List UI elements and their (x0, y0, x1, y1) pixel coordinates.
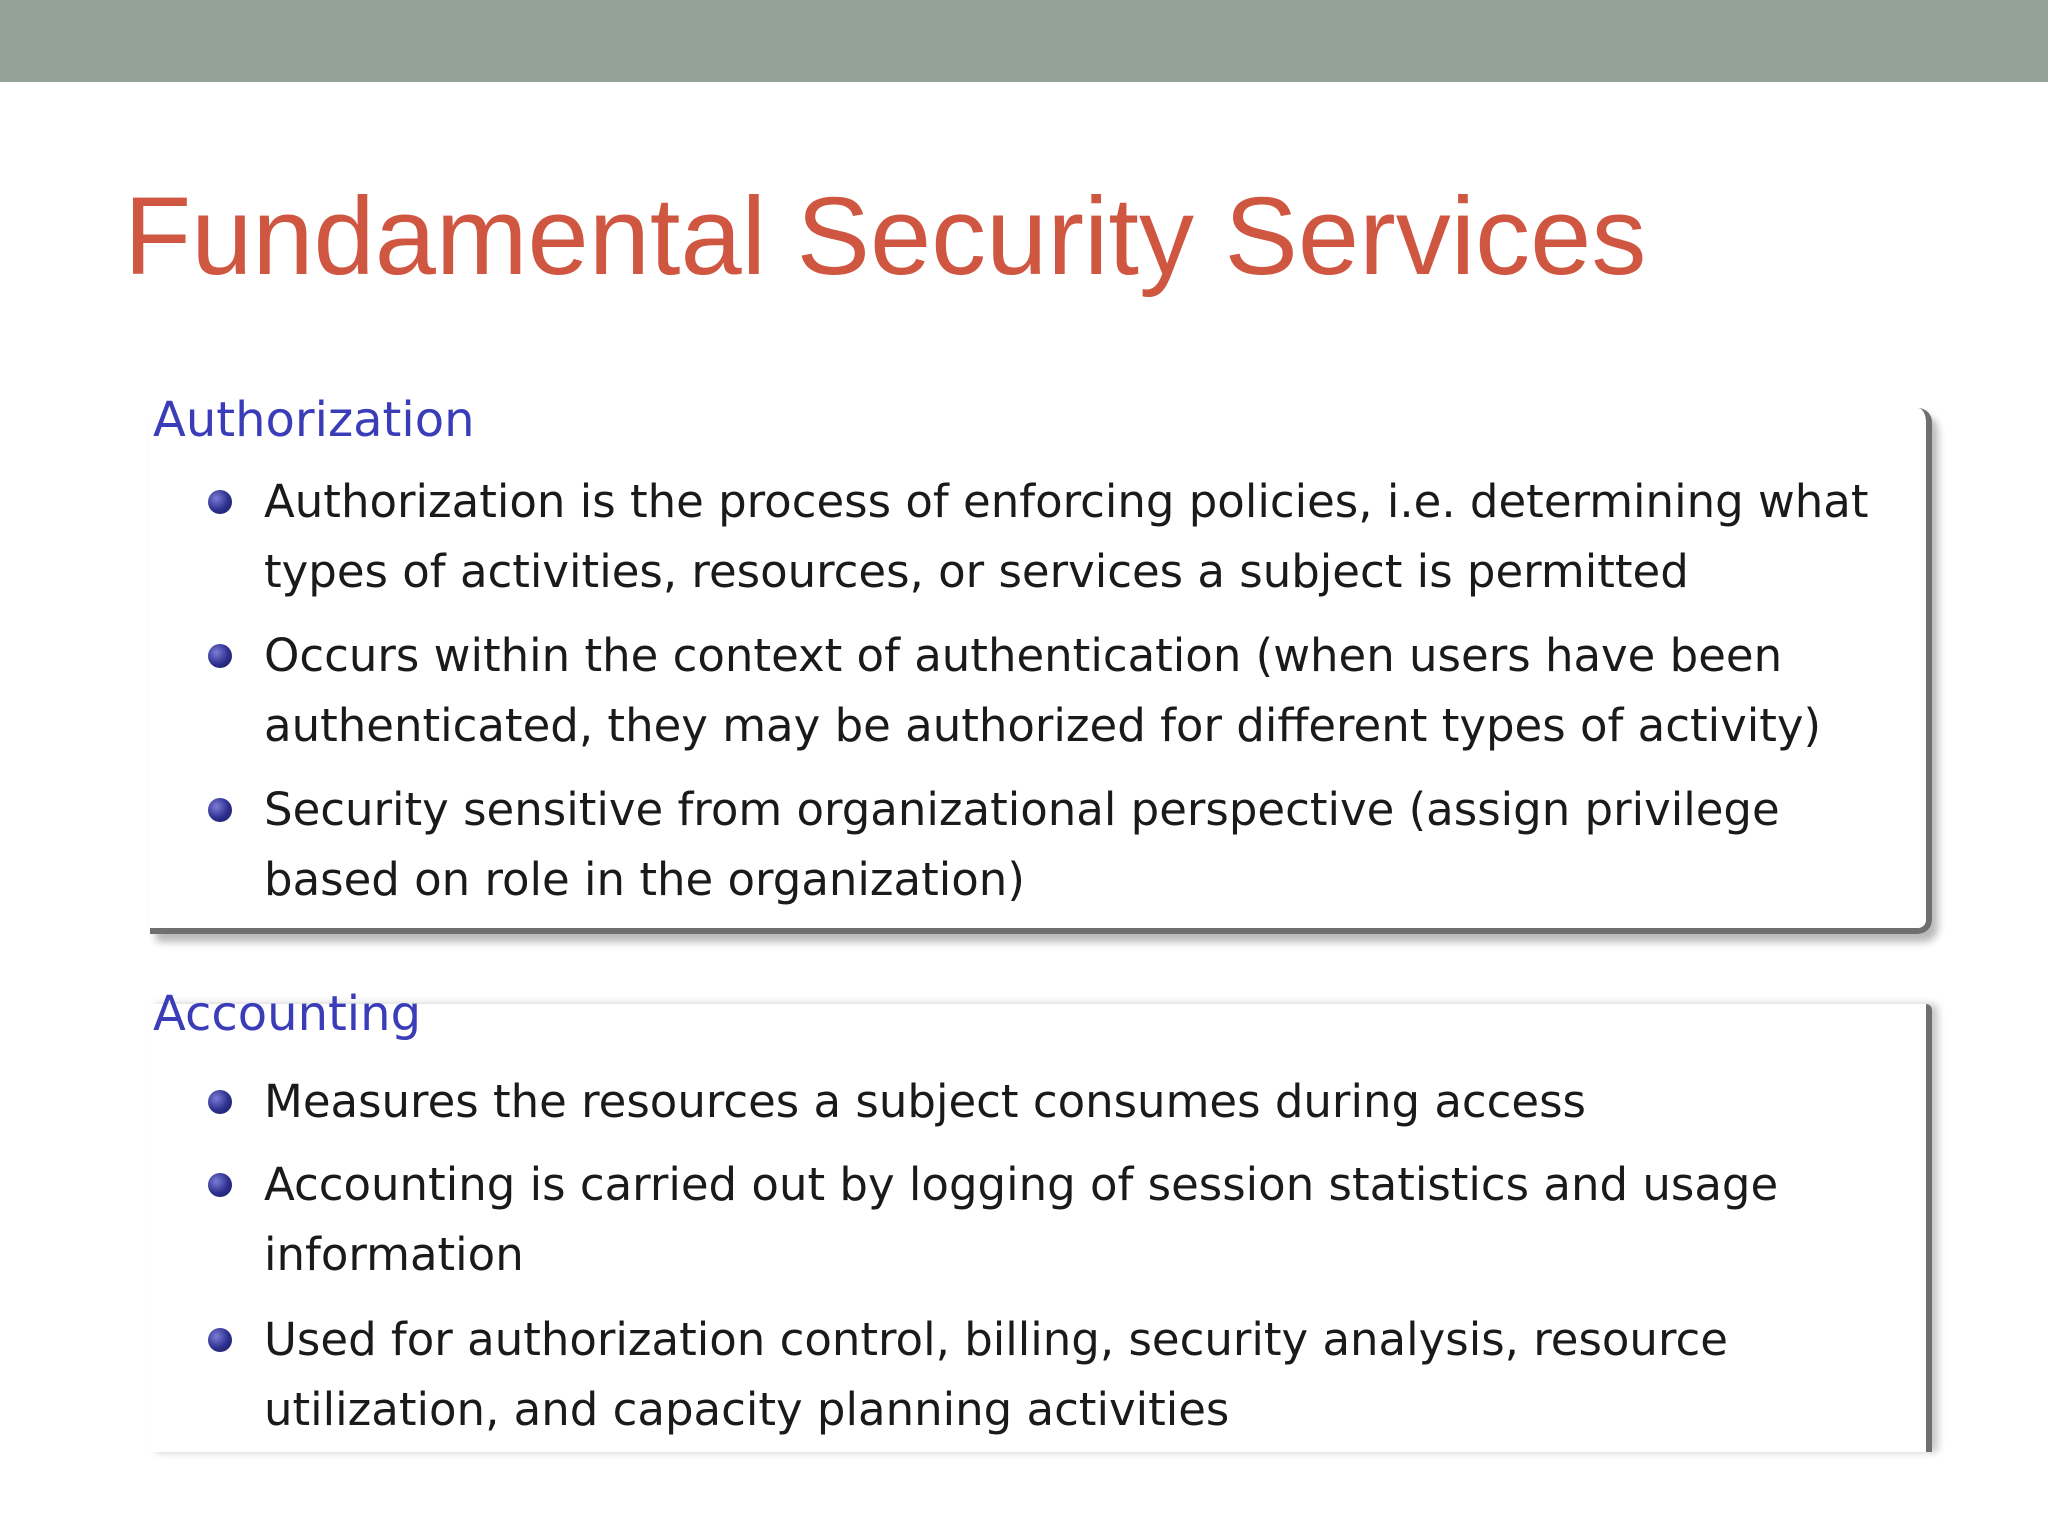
list-item (264, 1067, 1904, 1137)
list-item (264, 775, 1904, 915)
bullet-icon (208, 1173, 232, 1197)
list-item (264, 1305, 1904, 1445)
list-item (264, 621, 1904, 761)
bullet-icon (208, 1090, 232, 1114)
bullet-text: Measures the resources a subject consumes during access (264, 1075, 1586, 1128)
bullet-text: Used for authorization control, billing, security analysis, resource utilization, and capacity planning activities (264, 1313, 1728, 1436)
authorization-heading: Authorization (153, 392, 475, 448)
bullet-text: Accounting is carried out by logging of session statistics and usage information (264, 1158, 1779, 1281)
bullet-icon (208, 490, 232, 514)
list-item (264, 1150, 1904, 1290)
bullet-icon (208, 798, 232, 822)
bullet-text: Authorization is the process of enforcing policies, i.e. determining what types of activities, resources, or services a subject is permitted (264, 475, 1869, 598)
bullet-text: Occurs within the context of authentication (when users have been authenticated, they may be authorized for different types of activity) (264, 629, 1822, 752)
top-banner (0, 0, 2048, 82)
list-item (264, 467, 1904, 607)
bullet-text: Security sensitive from organizational perspective (assign privilege based on role in the organization) (264, 783, 1780, 906)
accounting-heading: Accounting (153, 986, 422, 1042)
bullet-icon (208, 1328, 232, 1352)
bullet-icon (208, 644, 232, 668)
slide-title: Fundamental Security Services (124, 175, 1647, 298)
